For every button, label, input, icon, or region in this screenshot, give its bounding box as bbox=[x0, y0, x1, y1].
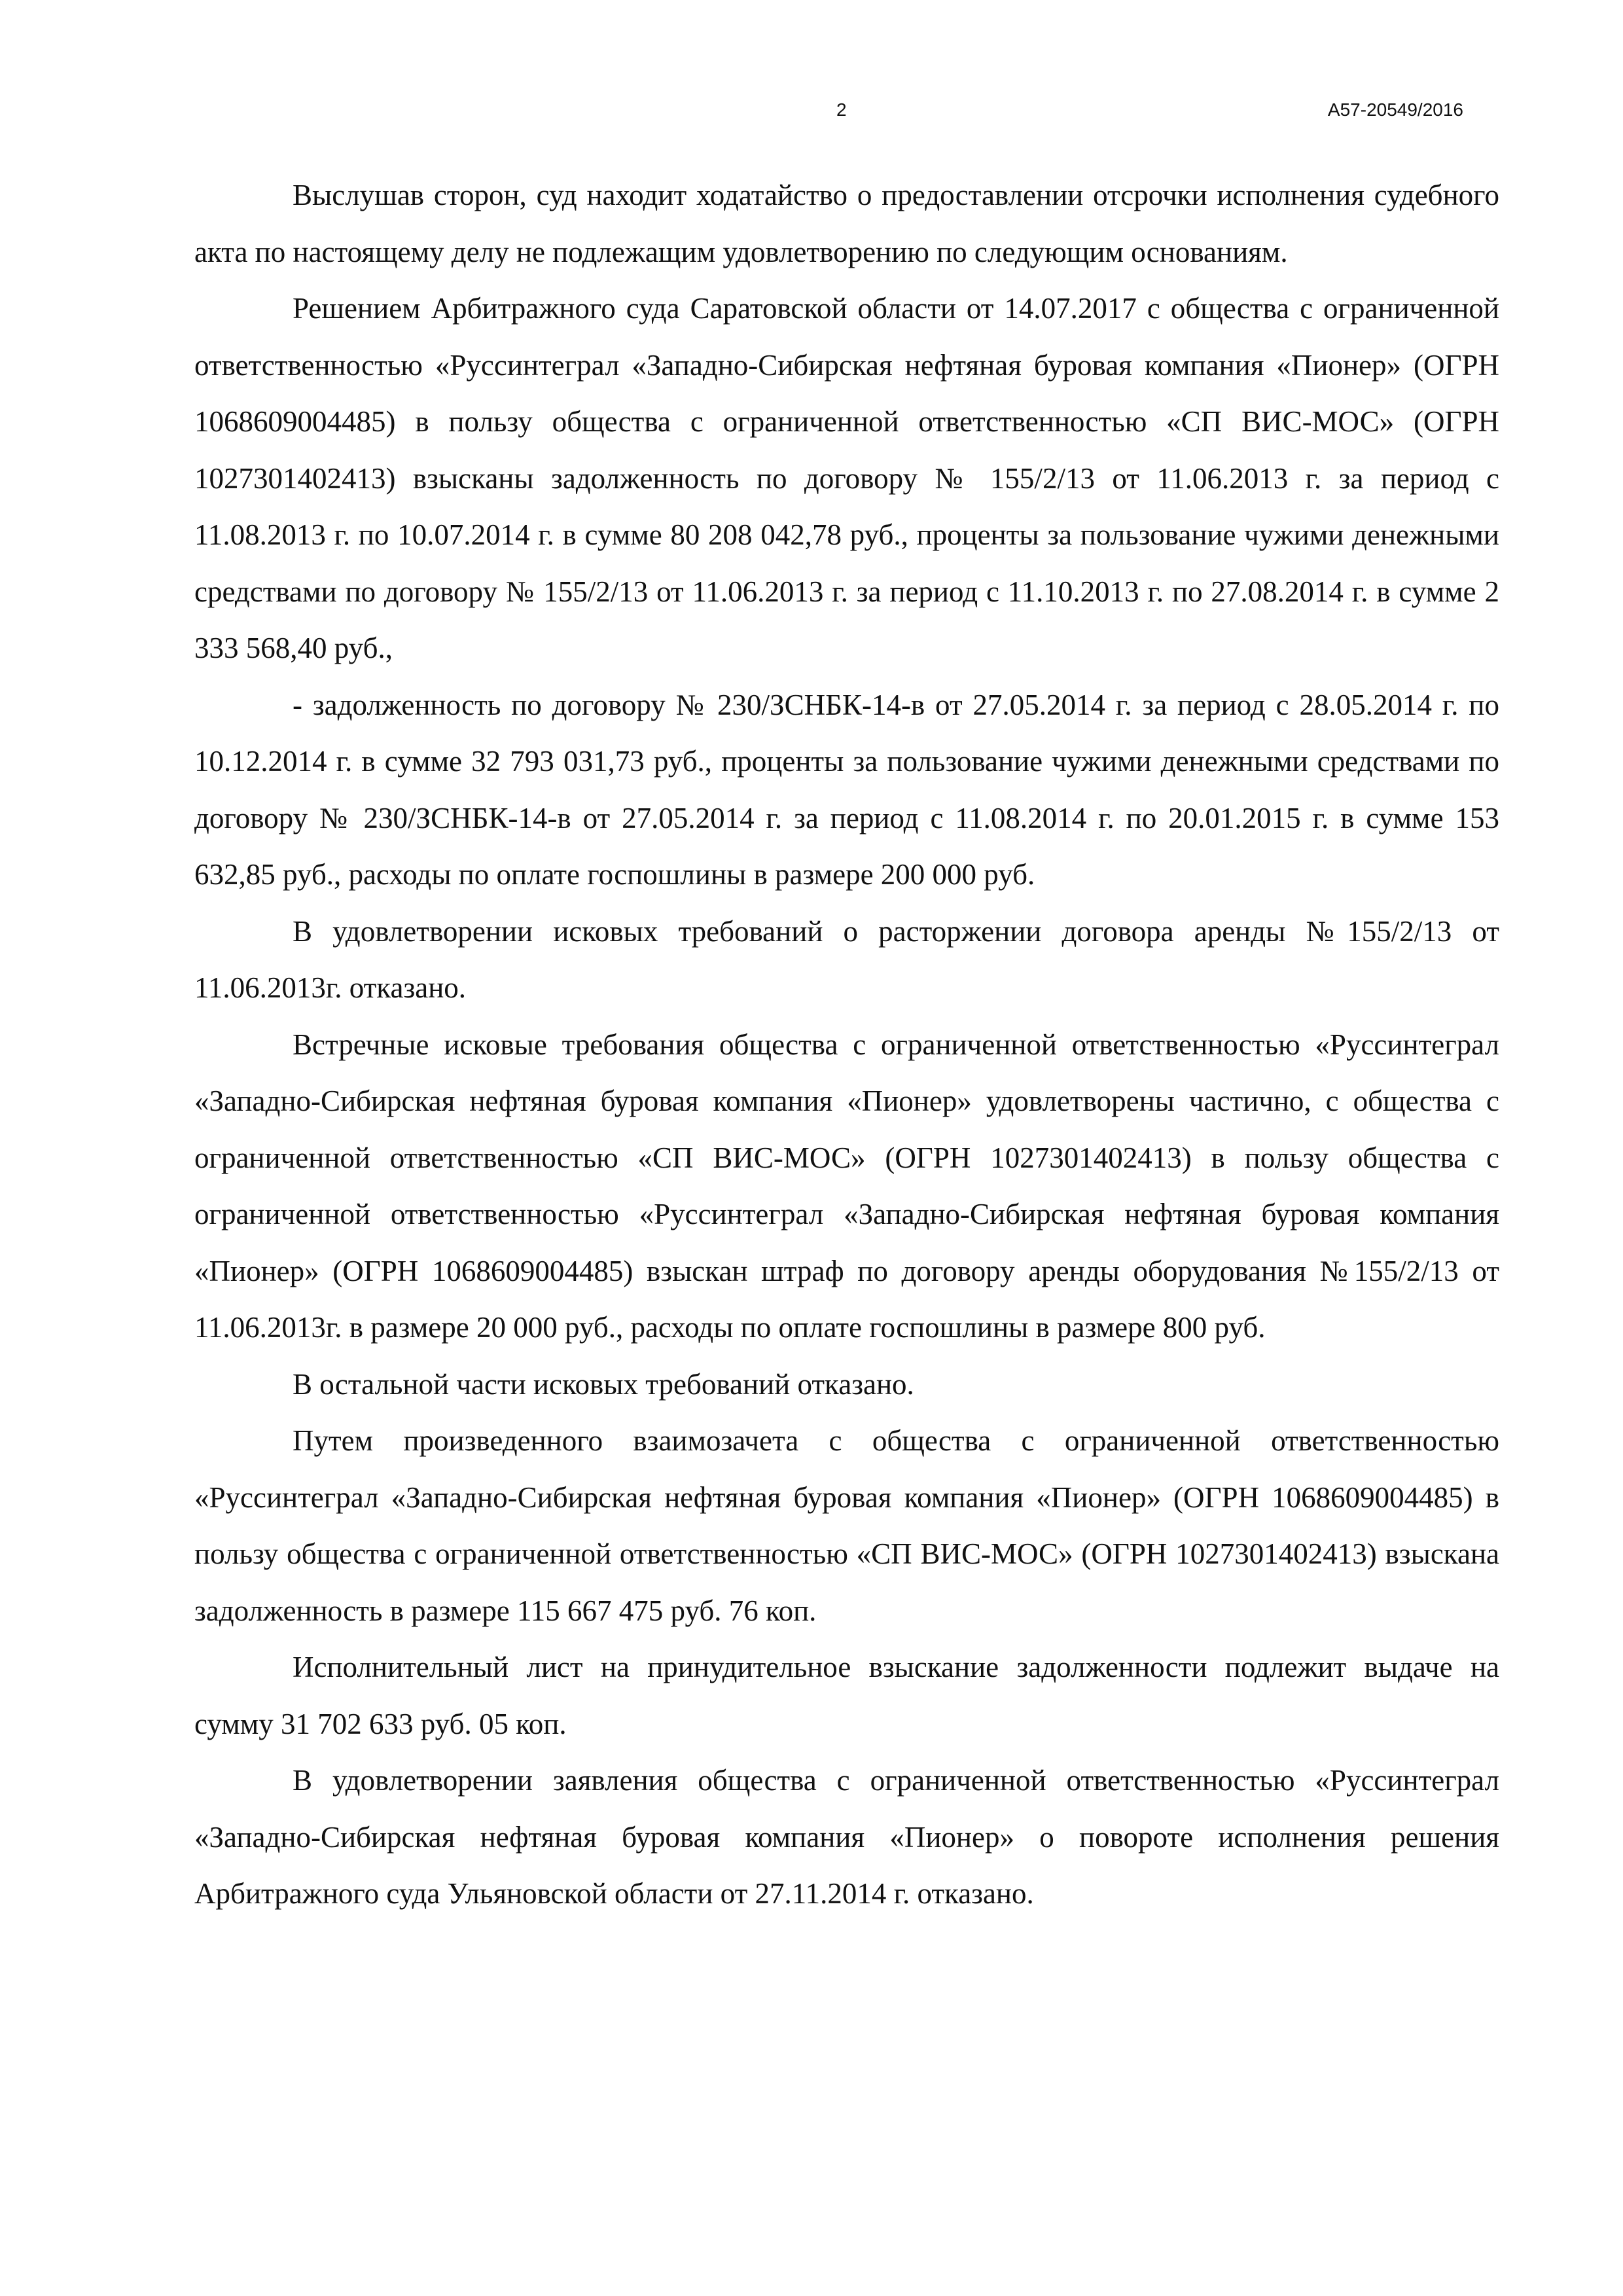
page-header bbox=[0, 97, 1623, 123]
paragraph-counterclaim: Встречные исковые требования общества с ограниченной ответственностью «Руссинтеграл «Западно-Сибирская нефтяная буровая компания «Пионер» удовлетворены частично, с общества с ограниченной ответственностью «СП ВИС-МОС» (ОГРН 1027301402413) в пользу общества с ограниченной ответственностью «Руссинтеграл «Западно-Сибирская нефтяная буровая компания «Пионер» (ОГРН 1068609004485) взыскан штраф по договору аренды оборудования №155/2/13 от 11.06.2013г. в размере 20 000 руб., расходы по оплате госпошлины в размере 800 руб. bbox=[194, 1028, 1499, 1344]
paragraph-reversal-refused: В удовлетворении заявления общества с ограниченной ответственностью «Руссинтеграл «Западно-Сибирская нефтяная буровая компания «Пионер» о повороте исполнения решения Арбитражного суда Ульяновской области от 27.11.2014 г. отказано. bbox=[194, 1764, 1499, 1910]
paragraph-termination-refused: В удовлетворении исковых требований о расторжении договора аренды №155/2/13 от 11.06.2013г. отказано. bbox=[194, 914, 1499, 1004]
document-body bbox=[194, 167, 1499, 1922]
paragraph-rest-refused: В остальной части исковых требований отказано. bbox=[293, 1367, 914, 1401]
paragraph-writ-of-execution: Исполнительный лист на принудительное взыскание задолженности подлежит выдаче на сумму 31 702 633 руб. 05 коп. bbox=[194, 1651, 1499, 1740]
case-number: А57-20549/2016 bbox=[1327, 99, 1463, 120]
paragraph-debt-contract-230: - задолженность по договору № 230/ЗСНБК-14-в от 27.05.2014 г. за период с 28.05.2014 г. по 10.12.2014 г. в сумме 32 793 031,73 руб., проценты за пользование чужими денежными средствами по договору № 230/ЗСНБК-14-в от 27.05.2014 г. за период с 11.08.2014 г. по 20.01.2015 г. в сумме 153 632,85 руб., расходы по оплате госпошлины в размере 200 000 руб. bbox=[194, 688, 1499, 891]
paragraph-hearing: Выслушав сторон, суд находит ходатайство о предоставлении отсрочки исполнения судебного акта по настоящему делу не подлежащим удовлетворению по следующим основаниям. bbox=[194, 179, 1499, 268]
paragraph-decision: Решением Арбитражного суда Саратовской области от 14.07.2017 с общества с ограниченной ответственностью «Руссинтеграл «Западно-Сибирская нефтяная буровая компания «Пионер» (ОГРН 1068609004485) в пользу общества с ограниченной ответственностью «СП ВИС-МОС» (ОГРН 1027301402413) взысканы задолженность по договору № 155/2/13 от 11.06.2013 г. за период с 11.08.2013 г. по 10.07.2014 г. в сумме 80 208 042,78 руб., проценты за пользование чужими денежными средствами по договору № 155/2/13 от 11.06.2013 г. за период с 11.10.2013 г. по 27.08.2014 г. в сумме 2 333 568,40 руб., bbox=[194, 292, 1499, 664]
page-number: 2 bbox=[836, 99, 847, 120]
paragraph-set-off: Путем произведенного взаимозачета с общества с ограниченной ответственностью «Руссинтеграл «Западно-Сибирская нефтяная буровая компания «Пионер» (ОГРН 1068609004485) в пользу общества с ограниченной ответственностью «СП ВИС-МОС» (ОГРН 1027301402413) взыскана задолженность в размере 115 667 475 руб. 76 коп. bbox=[194, 1424, 1499, 1627]
